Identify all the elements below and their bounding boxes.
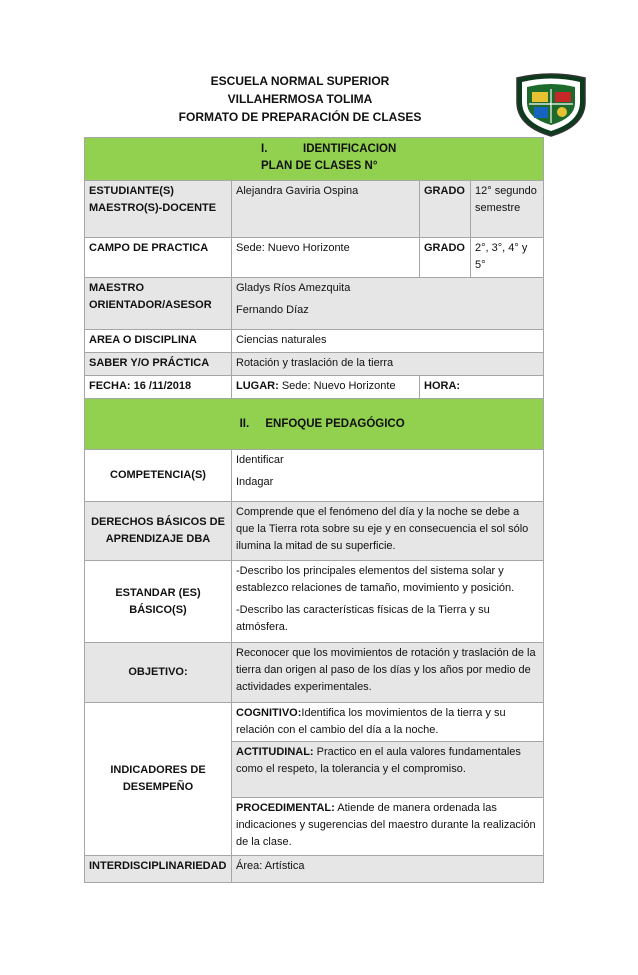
estandar-item-1: -Describo los principales elementos del sistema solar y establezco relaciones de tamaño, movimiento y posición. [236, 565, 515, 594]
cognitivo-cell [232, 703, 544, 742]
school-name: ESCUELA NORMAL SUPERIOR [210, 74, 390, 88]
actitudinal-label: ACTITUDINAL: [236, 746, 314, 758]
section-enfoque-header [85, 399, 544, 450]
actitudinal-value: Practico en el aula valores fundamentales como el respeto, la tolerancia y el compromiso. [236, 746, 521, 775]
document-title: FORMATO DE PREPARACIÓN DE CLASES [178, 110, 422, 124]
section-subtitle: PLAN DE CLASES N° [261, 160, 378, 172]
lesson-plan-table [84, 137, 544, 883]
section-identificacion-header [85, 138, 544, 181]
section-title: IDENTIFICACION [303, 143, 397, 155]
competencia-label: COMPETENCIA(S) [85, 450, 232, 502]
estandar-label: ESTANDAR (ES) BÁSICO(S) [85, 561, 232, 643]
inter-label: INTERDISCIPLINARIEDAD [85, 856, 232, 883]
procedimental-cell [232, 798, 544, 856]
grado-value-1: 12° segundo semestre [471, 181, 544, 238]
cognitivo-value: Identifica los movimientos de la tierra y su relación con el cambio del día a la noche. [236, 707, 506, 736]
maestro-name-2: Fernando Díaz [236, 304, 309, 316]
inter-value: Área: Artística [232, 856, 544, 883]
maestro-value [232, 278, 544, 330]
estudiante-value: Alejandra Gaviria Ospina [232, 181, 420, 238]
fecha-label: FECHA: 16 /11/2018 [85, 376, 232, 399]
cognitivo-label: COGNITIVO: [236, 707, 302, 719]
document-header [150, 72, 450, 126]
lugar-cell [232, 376, 420, 399]
area-label: AREA O DISCIPLINA [85, 330, 232, 353]
competencia-item-2: Indagar [236, 476, 274, 488]
campo-label: CAMPO DE PRACTICA [85, 238, 232, 278]
derechos-label: DERECHOS BÁSICOS DE APRENDIZAJE DBA [85, 502, 232, 561]
maestro-label: MAESTRO ORIENTADOR/ASESOR [85, 278, 232, 330]
hora-label: HORA: [420, 376, 544, 399]
saber-value: Rotación y traslación de la tierra [232, 353, 544, 376]
saber-label: SABER Y/O PRÁCTICA [85, 353, 232, 376]
grado-label-1: GRADO [420, 181, 471, 238]
school-city: VILLAHERMOSA TOLIMA [227, 92, 373, 106]
campo-value: Sede: Nuevo Horizonte [232, 238, 420, 278]
estudiante-label: ESTUDIANTE(S) MAESTRO(S)-DOCENTE [85, 181, 232, 238]
section-title: ENFOQUE PEDAGÓGICO [265, 417, 405, 430]
objetivo-value: Reconocer que los movimientos de rotación y traslación de la tierra dan origen al paso de los días y los años por medio de actividades experimentales. [232, 643, 544, 703]
competencia-value [232, 450, 544, 502]
estandar-item-2: -Describo las características físicas de la Tierra y su atmósfera. [236, 604, 490, 633]
actitudinal-cell [232, 742, 544, 798]
derechos-value: Comprende que el fenómeno del día y la noche se debe a que la Tierra rota sobre su eje y en consecuencia el sol sólo ilumina la mitad de su superficie. [232, 502, 544, 561]
area-value: Ciencias naturales [232, 330, 544, 353]
school-seal-logo [514, 72, 588, 138]
grado-value-2: 2°, 3°, 4° y 5° [471, 238, 544, 278]
competencia-item-1: Identificar [236, 454, 284, 466]
procedimental-label: PROCEDIMENTAL: [236, 802, 335, 814]
objetivo-label: OBJETIVO: [85, 643, 232, 703]
indicadores-label: INDICADORES DE DESEMPEÑO [85, 703, 232, 856]
procedimental-value: Atiende de manera ordenada las indicaciones y sugerencias del maestro durante la realización de la clase. [236, 802, 536, 848]
section-number: I. [261, 143, 268, 155]
lugar-label: LUGAR: [236, 380, 279, 392]
maestro-name-1: Gladys Ríos Amezquita [236, 282, 351, 294]
lugar-value: Sede: Nuevo Horizonte [278, 380, 396, 392]
section-number: II. [239, 417, 250, 430]
grado-label-2: GRADO [420, 238, 471, 278]
estandar-value [232, 561, 544, 643]
